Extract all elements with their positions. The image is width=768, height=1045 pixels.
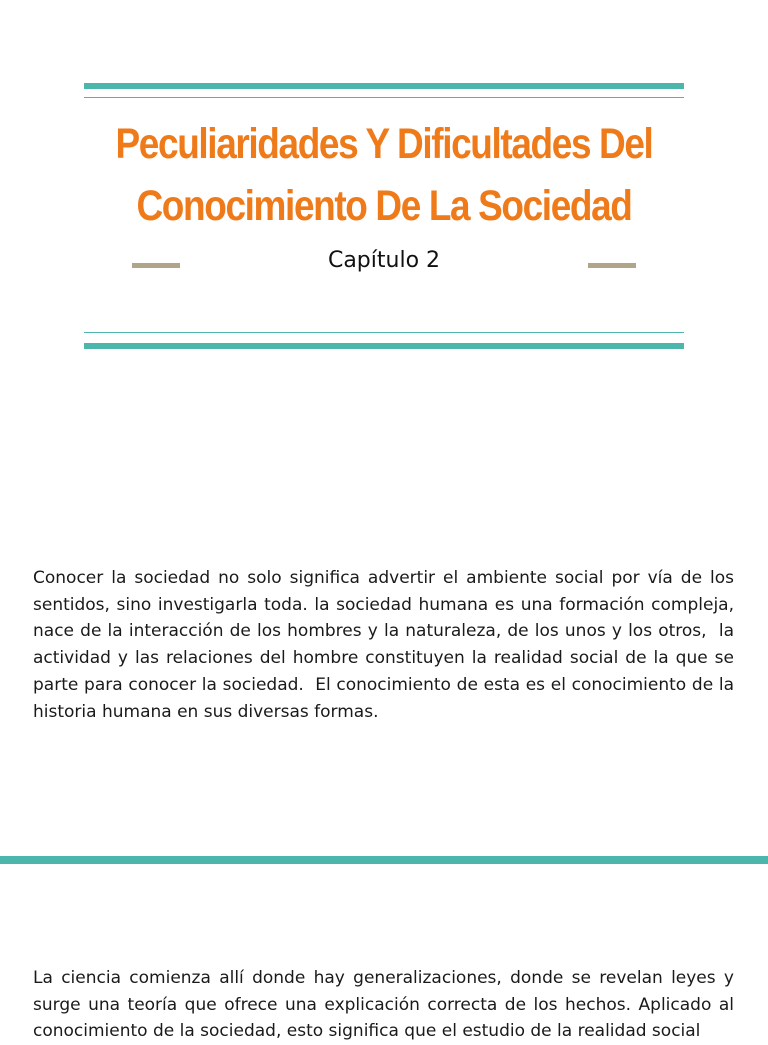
slide-divider [0,856,768,864]
chapter-subtitle: Capítulo 2 [327,248,441,273]
right-dash-ornament [588,263,636,268]
page-title: Peculiaridades Y Dificultades Del Conocimiento De La Sociedad [115,120,653,230]
body-paragraph-1: Conocer la sociedad no solo significa advertir el ambiente social por vía de los sentidos, sino investigarla toda. la sociedad humana es una formación compleja, nace de la interacción de los hombres y la naturaleza, de los unos y los otros, la actividad y las relaciones del hombre constituyen la realidad social de la que se parte para conocer la sociedad. El conocimiento de esta es el conocimiento de la historia humana en sus diversas formas. [33,568,740,722]
bottom-thick-rule [84,343,684,349]
body-paragraph-2: La ciencia comienza allí donde hay generalizaciones, donde se revelan leyes y surge una teoría que ofrece una explicación correcta de los hechos. Aplicado al conocimiento de la sociedad, esto significa que el estudio de la realidad social [33,968,740,1042]
top-thin-rule [84,97,684,98]
bottom-thin-rule [84,332,684,333]
title-slide [84,83,684,351]
top-thick-rule [84,83,684,89]
